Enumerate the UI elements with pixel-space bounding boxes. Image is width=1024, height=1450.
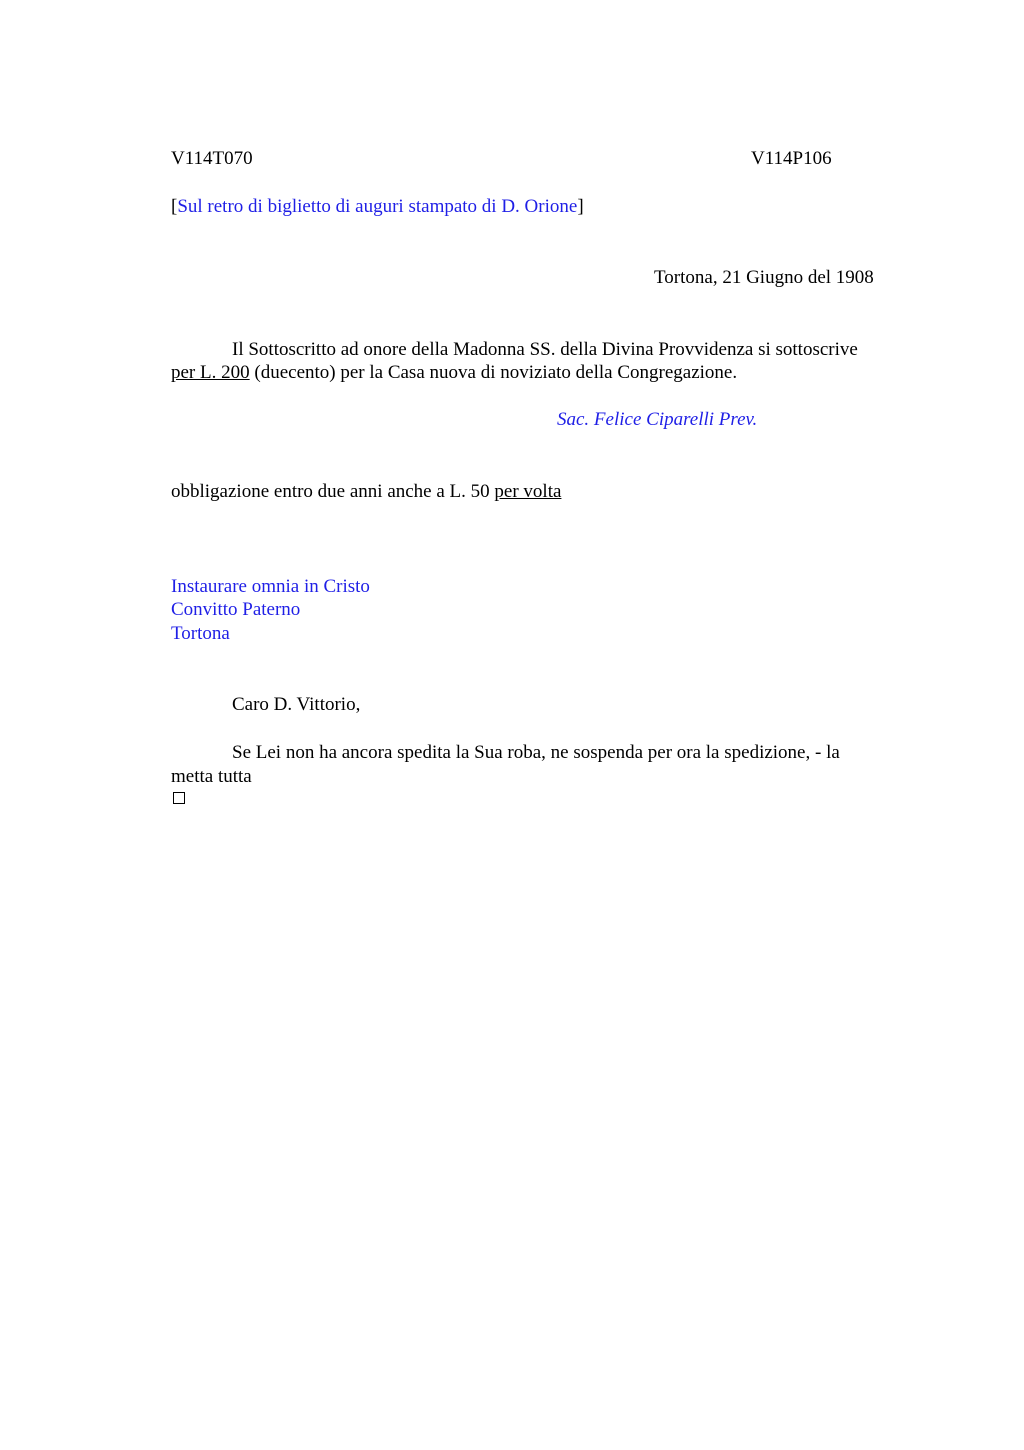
document-code-left: V114T070 (171, 148, 253, 169)
document-code-right: V114P106 (751, 148, 832, 169)
subscription-line-2-rest: (duecento) per la Casa nuova di noviziato della Congregazione. (249, 362, 738, 383)
editorial-note (171, 195, 584, 218)
letter-body-line-2: metta tutta (171, 766, 252, 787)
note-open-bracket: [ (171, 196, 178, 217)
missing-glyph-box (173, 792, 185, 804)
letter-body-line-1: Se Lei non ha ancora spedita la Sua roba, ne sospenda per ora la spedizione, - la (232, 742, 840, 763)
dateline: Tortona, 21 Giugno del 1908 (654, 267, 874, 288)
obligation-underlined: per volta (494, 481, 562, 502)
letterhead-institution: Convitto Paterno (171, 599, 301, 620)
subscription-line-1: Il Sottoscritto ad onore della Madonna SS. della Divina Provvidenza si sottoscrive (232, 339, 858, 360)
letter-salutation: Caro D. Vittorio, (232, 694, 361, 715)
note-close-bracket: ] (577, 196, 584, 217)
subscription-line-2 (171, 361, 737, 384)
letterhead-motto: Instaurare omnia in Cristo (171, 576, 370, 597)
obligation-line (171, 480, 561, 503)
note-text: Sul retro di biglietto di auguri stampato di D. Orione (177, 196, 578, 217)
obligation-text: obbligazione entro due anni anche a L. 50 (171, 481, 495, 502)
letterhead-city: Tortona (171, 623, 230, 644)
signature: Sac. Felice Ciparelli Prev. (557, 409, 758, 430)
subscription-amount: per L. 200 (171, 362, 250, 383)
